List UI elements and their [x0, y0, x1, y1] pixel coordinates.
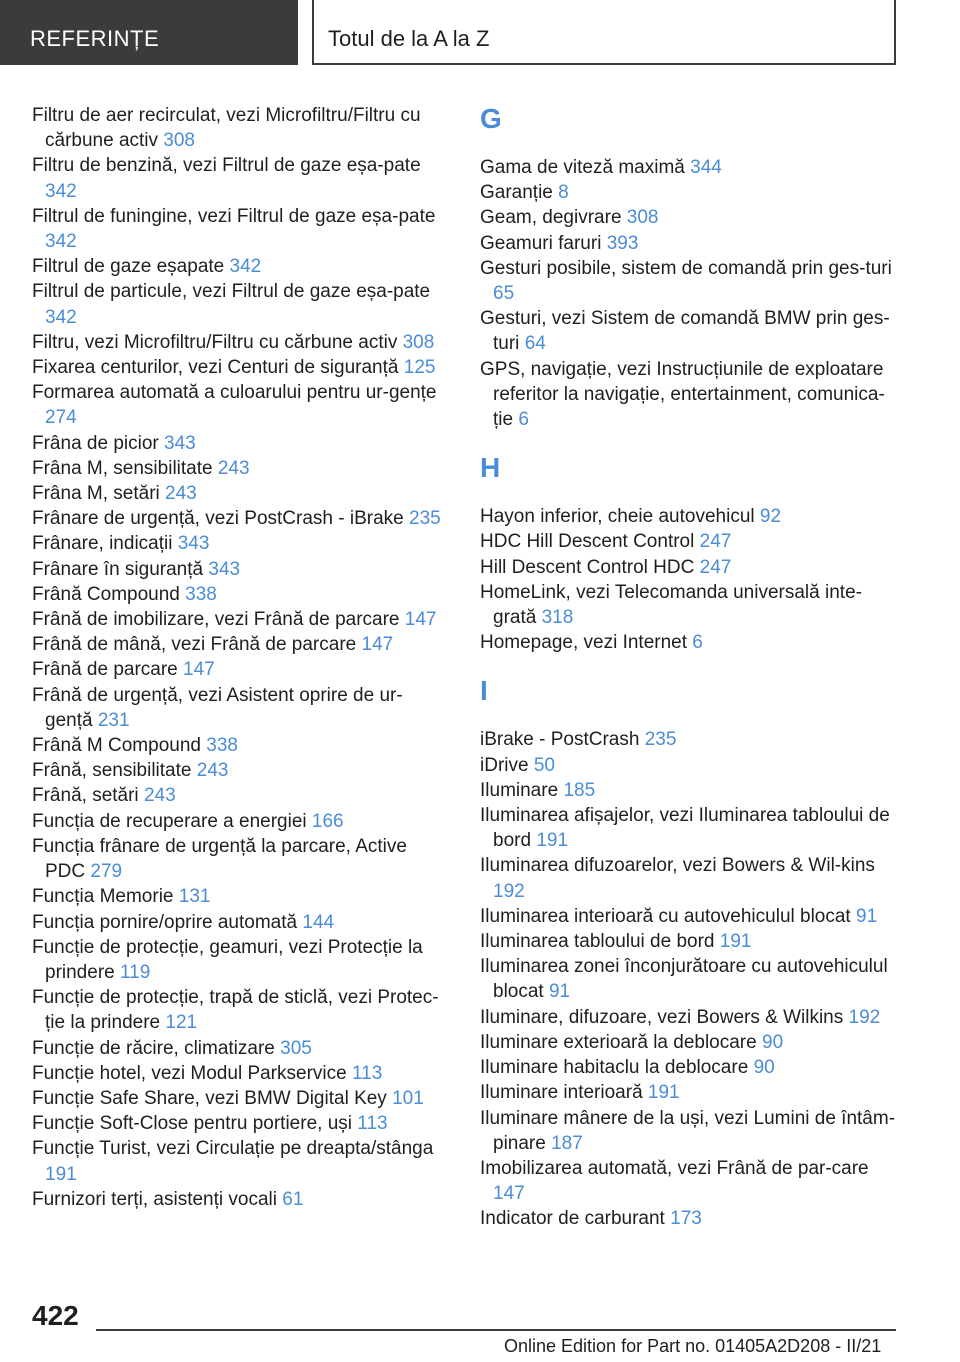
edition-note: Online Edition for Part no. 01405A2D208 - II/21 — [504, 1336, 882, 1356]
index-entry — [32, 1136, 442, 1186]
section-letter-heading: H — [480, 452, 501, 484]
index-column-left — [32, 103, 442, 1212]
entry-text: iBrake - PostCrash — [480, 729, 640, 751]
index-entry — [32, 481, 442, 506]
page-reference-link[interactable]: 342 — [45, 180, 77, 202]
entry-text: Frâna M, sensibilitate — [32, 457, 213, 479]
entry-text: Formarea automată a culoarului pentru ur-gențe — [32, 382, 437, 404]
index-entry — [32, 557, 442, 582]
entry-text: Geamuri faruri — [480, 232, 602, 254]
index-entry — [32, 733, 442, 758]
page-reference-link[interactable]: 342 — [45, 231, 77, 253]
page-reference-link[interactable]: 305 — [280, 1037, 312, 1059]
index-entry — [32, 153, 442, 203]
entry-text: Filtrul de funingine, vezi Filtrul de gaze eșa-pate — [32, 205, 436, 227]
page-reference-link[interactable]: 343 — [177, 533, 210, 555]
entry-text: Iluminare habitaclu la deblocare — [480, 1057, 749, 1079]
page-reference-link[interactable]: 247 — [699, 531, 732, 553]
page-reference-link[interactable]: 101 — [392, 1087, 424, 1109]
index-entry — [32, 355, 442, 380]
page-reference-link[interactable]: 61 — [282, 1188, 304, 1210]
page-reference-link[interactable]: 338 — [185, 583, 217, 605]
page-reference-link[interactable]: 318 — [541, 607, 574, 629]
entry-text: Iluminarea tabloului de bord — [480, 931, 715, 953]
entry-text: HDC Hill Descent Control — [480, 531, 695, 553]
index-entry — [480, 231, 900, 256]
page-reference-link[interactable]: 113 — [351, 1062, 383, 1084]
index-entry — [480, 630, 900, 655]
page-reference-link[interactable]: 235 — [644, 729, 677, 751]
entry-text: Filtru, vezi Microfiltru/Filtru cu cărbune activ — [32, 331, 398, 353]
page-reference-link[interactable]: 243 — [196, 760, 229, 782]
index-entry — [32, 254, 442, 279]
entry-text: Gesturi, vezi Sistem de comandă BMW prin ges-turi — [480, 308, 890, 355]
entry-text: Frâna M, setări — [32, 483, 160, 505]
entry-text: Homepage, vezi Internet — [480, 632, 688, 654]
page-reference-link[interactable]: 342 — [45, 306, 77, 328]
index-entry — [480, 1030, 900, 1055]
index-entry — [32, 1086, 442, 1111]
index-entry — [32, 103, 442, 153]
chapter-title-box — [312, 0, 896, 65]
index-entry — [480, 1156, 900, 1206]
page-reference-link[interactable]: 308 — [402, 331, 435, 353]
index-entry — [480, 529, 900, 554]
page-reference-link[interactable]: 91 — [856, 905, 878, 927]
page-reference-link[interactable]: 343 — [164, 432, 196, 454]
index-entry — [32, 758, 442, 783]
index-entry — [480, 803, 900, 853]
entry-text: Frână, setări — [32, 785, 139, 807]
section-tab — [0, 0, 298, 65]
entry-text: Funcție Soft-Close pentru portiere, uși — [32, 1113, 352, 1135]
entry-text: Frână de imobilizare, vezi Frână de parcare — [32, 609, 400, 631]
entry-text: Funcție de răcire, climatizare — [32, 1037, 275, 1059]
index-entry — [32, 985, 442, 1035]
entry-text: Iluminare — [480, 779, 559, 801]
page-reference-link[interactable]: 173 — [670, 1208, 702, 1230]
entry-text: Iluminare interioară — [480, 1082, 643, 1104]
page-reference-link[interactable]: 274 — [45, 407, 77, 429]
page-reference-link[interactable]: 192 — [848, 1006, 881, 1028]
page-reference-link[interactable]: 147 — [493, 1183, 525, 1205]
page-reference-link[interactable]: 342 — [229, 256, 262, 278]
index-entry — [480, 205, 900, 230]
entry-text: Garanție — [480, 182, 553, 204]
page-header — [0, 0, 960, 65]
page-reference-link[interactable]: 147 — [404, 609, 437, 631]
index-entry — [32, 884, 442, 909]
entry-text: Funcție de protecție, geamuri, vezi Protecție la prindere — [32, 936, 423, 983]
entry-text: Frână de urgență, vezi Asistent oprire de ur-gență — [32, 684, 403, 731]
section-letter-heading: G — [480, 103, 502, 134]
index-entry — [32, 1061, 442, 1086]
index-entry — [32, 582, 442, 607]
entry-text: Frânare, indicații — [32, 533, 173, 555]
page-reference-link[interactable]: 235 — [409, 508, 441, 530]
index-entry — [32, 657, 442, 682]
index-entry — [480, 778, 900, 803]
index-entry — [480, 1055, 900, 1080]
entry-text: Iluminare, difuzoare, vezi Bowers & Wilkins — [480, 1006, 844, 1028]
page-reference-link[interactable]: 308 — [626, 207, 659, 229]
index-entry — [480, 504, 900, 529]
page-reference-link[interactable]: 191 — [719, 931, 752, 953]
index-entry — [32, 506, 442, 531]
page-reference-link[interactable]: 6 — [518, 409, 529, 431]
entry-text: Fixarea centurilor, vezi Centuri de siguranță — [32, 357, 399, 379]
entry-text: Frânare în siguranță — [32, 558, 204, 580]
page-reference-link[interactable]: 121 — [165, 1012, 198, 1034]
page-reference-link[interactable]: 166 — [311, 810, 344, 832]
entry-text: Filtru de aer recirculat, vezi Microfiltru/Filtru cu cărbune activ — [32, 105, 421, 152]
entry-text: Funcție Turist, vezi Circulație pe dreapta/stânga — [32, 1138, 434, 1160]
entry-text: HomeLink, vezi Telecomanda universală inte-grată — [480, 581, 862, 629]
index-entry — [32, 456, 442, 481]
page-reference-link[interactable]: 131 — [178, 886, 211, 908]
page-reference-link[interactable]: 90 — [762, 1031, 784, 1053]
index-entry — [480, 904, 900, 929]
page-reference-link[interactable]: 192 — [493, 880, 525, 902]
page-reference-link[interactable]: 65 — [493, 283, 515, 305]
index-entry — [480, 929, 900, 954]
index-entry — [480, 1106, 900, 1156]
entry-text: Gama de viteză maximă — [480, 157, 685, 178]
index-entry — [480, 155, 900, 180]
entry-text: Furnizori terți, asistenți vocali — [32, 1188, 277, 1210]
page-reference-link[interactable]: 6 — [692, 632, 703, 654]
page-reference-link[interactable]: 308 — [163, 130, 195, 152]
entry-text: Funcția frânare de urgență la parcare, Active PDC — [32, 835, 407, 883]
section-letter-heading: I — [480, 675, 488, 707]
section-label: REFERINȚE — [30, 26, 160, 51]
page-reference-link[interactable]: 119 — [120, 961, 151, 983]
entry-text: Hayon inferior, cheie autovehicul — [480, 506, 755, 528]
entry-text: Indicator de carburant — [480, 1208, 665, 1230]
page-reference-link[interactable]: 147 — [361, 634, 394, 656]
entry-text: Frână de parcare — [32, 659, 178, 681]
entry-text: Funcție de protecție, trapă de sticlă, vezi Protec-ție la prindere — [32, 987, 439, 1034]
page-reference-link[interactable]: 279 — [90, 861, 123, 883]
index-entry — [32, 204, 442, 254]
index-entry — [32, 607, 442, 632]
page-reference-link[interactable]: 91 — [548, 981, 571, 1003]
index-entry — [480, 954, 900, 1004]
page-reference-link[interactable]: 113 — [357, 1113, 388, 1135]
index-entry — [32, 834, 442, 884]
index-entry — [480, 727, 900, 752]
index-entry — [480, 357, 900, 433]
entry-text: Funcția pornire/oprire automată — [32, 911, 298, 933]
entry-text: Iluminare exterioară la deblocare — [480, 1031, 757, 1053]
page-reference-link[interactable]: 191 — [647, 1082, 680, 1104]
page-reference-link[interactable]: 185 — [563, 779, 596, 801]
entry-text: Hill Descent Control HDC — [480, 556, 695, 578]
page-reference-link[interactable]: 393 — [606, 232, 639, 254]
index-entry — [480, 580, 900, 630]
page-reference-link[interactable]: 8 — [558, 182, 569, 204]
entry-text: Imobilizarea automată, vezi Frână de par-care — [480, 1157, 869, 1179]
index-column-right — [480, 103, 900, 1232]
index-entry — [480, 555, 900, 580]
page-reference-link[interactable]: 90 — [753, 1057, 775, 1079]
index-entry — [480, 306, 900, 356]
index-entry — [32, 1036, 442, 1061]
entry-text: Geam, degivrare — [480, 207, 622, 229]
index-entry — [480, 180, 900, 205]
entry-text: Iluminarea difuzoarelor, vezi Bowers & Wil-kins — [480, 855, 875, 877]
index-entry — [32, 683, 442, 733]
index-entry — [32, 330, 442, 355]
entry-text: Gesturi posibile, sistem de comandă prin ges-turi — [480, 257, 892, 279]
page-reference-link[interactable]: 64 — [524, 333, 546, 355]
entry-text: Iluminarea interioară cu autovehiculul blocat — [480, 905, 851, 927]
entry-text: Frânare de urgență, vezi PostCrash - iBrake — [32, 508, 404, 530]
entry-text: Frână M Compound — [32, 735, 201, 757]
index-entry — [480, 1005, 900, 1030]
index-entry — [32, 279, 442, 329]
entry-text: GPS, navigație, vezi Instrucțiunile de exploatare referitor la navigație, entertainment, comunica-ție — [480, 358, 885, 431]
page-reference-link[interactable]: 125 — [403, 357, 436, 379]
entry-text: Frâna de picior — [32, 432, 159, 454]
page-number: 422 — [32, 1300, 79, 1331]
entry-text: Iluminarea zonei înconjurătoare cu autovehiculul blocat — [480, 956, 888, 1003]
chapter-title: Totul de la A la Z — [328, 26, 490, 51]
page-reference-link[interactable]: 343 — [208, 558, 241, 580]
entry-text: Iluminarea afișajelor, vezi Iluminarea tabloului de bord — [480, 805, 890, 852]
entry-text: Frână Compound — [32, 583, 180, 605]
index-entry — [32, 431, 442, 456]
index-entry — [32, 910, 442, 935]
entry-text: Funcție Safe Share, vezi BMW Digital Key — [32, 1087, 387, 1109]
entry-text: Filtru de benzină, vezi Filtrul de gaze eșa-pate — [32, 155, 421, 177]
entry-text: Funcția Memorie — [32, 886, 174, 908]
index-entry — [480, 1206, 900, 1231]
page-reference-link[interactable]: 243 — [217, 457, 250, 479]
page-reference-link[interactable]: 187 — [551, 1132, 583, 1154]
index-entry — [32, 1111, 442, 1136]
index-entry — [32, 380, 442, 430]
page-reference-link[interactable]: 344 — [690, 157, 722, 178]
page-reference-link[interactable]: 92 — [759, 506, 782, 528]
index-entry — [480, 753, 900, 778]
entry-text: Iluminare mânere de la uși, vezi Lumini de întâm-pinare — [480, 1107, 896, 1154]
index-entry — [32, 632, 442, 657]
index-entry — [480, 256, 900, 306]
page-reference-link[interactable]: 191 — [45, 1163, 77, 1185]
page-reference-link[interactable]: 243 — [165, 483, 197, 505]
page-reference-link[interactable]: 231 — [97, 709, 130, 731]
page-reference-link[interactable]: 243 — [143, 785, 176, 807]
entry-text: iDrive — [480, 754, 529, 776]
page-reference-link[interactable]: 191 — [536, 830, 569, 852]
entry-text: Funcție hotel, vezi Modul Parkservice — [32, 1062, 347, 1084]
index-entry — [32, 783, 442, 808]
entry-text: Filtrul de particule, vezi Filtrul de gaze eșa-pate — [32, 281, 431, 303]
index-entry — [32, 935, 442, 985]
index-entry — [32, 809, 442, 834]
entry-text: Frână, sensibilitate — [32, 760, 192, 782]
entry-text: Frână de mână, vezi Frână de parcare — [32, 634, 357, 656]
index-entry — [32, 531, 442, 556]
page-reference-link[interactable]: 50 — [533, 754, 555, 776]
entry-text: Filtrul de gaze eșapate — [32, 256, 225, 278]
footer-divider — [96, 1329, 896, 1331]
page-reference-link[interactable]: 144 — [302, 911, 335, 933]
index-entry — [32, 1187, 442, 1212]
index-entry — [480, 1080, 900, 1105]
page-reference-link[interactable]: 247 — [699, 556, 732, 578]
page-reference-link[interactable]: 338 — [206, 735, 238, 757]
index-entry — [480, 853, 900, 903]
entry-text: Funcția de recuperare a energiei — [32, 810, 307, 832]
page-reference-link[interactable]: 147 — [183, 659, 215, 681]
